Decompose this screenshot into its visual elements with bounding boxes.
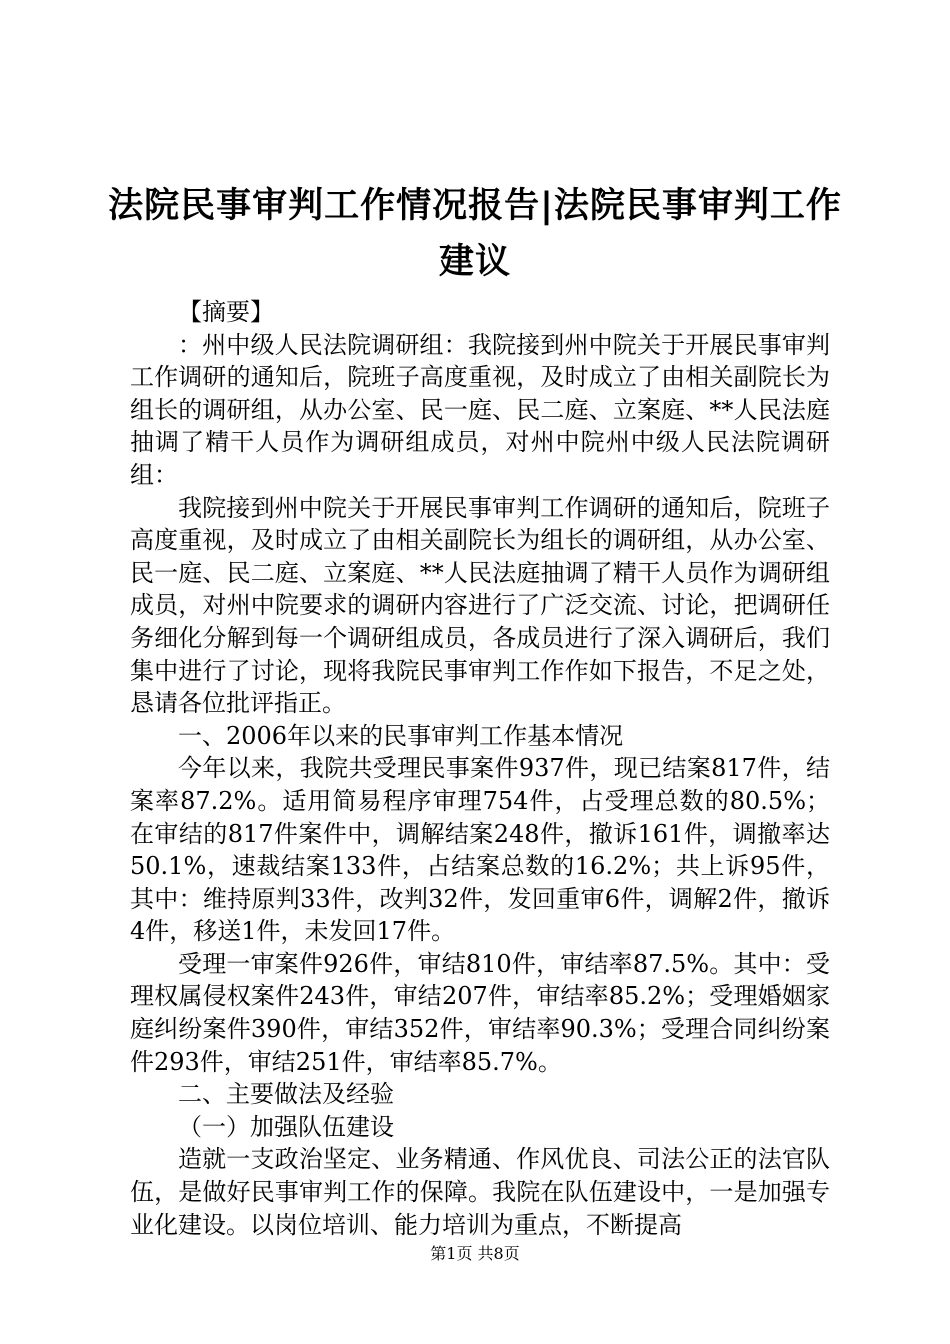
page-footer: 第1页 共8页 <box>430 1244 520 1263</box>
abstract-heading: 【摘要】 <box>178 298 274 326</box>
paragraph: 受理一审案件926件，审结810件，审结率87.5%。其中：受理权属侵权案件243件，审结207件，审结率85.2%；受理婚姻家庭纠纷案件390件，审结352件，审结率90.3%；受理合同纠纷案件293件，审结251件，审结率85.7%。 <box>130 949 830 1076</box>
paragraph: 造就一支政治坚定、业务精通、作风优良、司法公正的法官队伍，是做好民事审判工作的保障。我院在队伍建设中，一是加强专业化建设。以岗位培训、能力培训为重点，不断提高 <box>130 1145 830 1239</box>
section-heading: 一、2006年以来的民事审判工作基本情况 <box>178 721 624 750</box>
paragraph: ：州中级人民法院调研组：我院接到州中院关于开展民事审判工作调研的通知后，院班子高度重视，及时成立了由相关副院长为组长的调研组，从办公室、民一庭、民二庭、立案庭、**人民法庭抽调了精干人员作为调研组成员，对州中院州中级人民法院调研组： <box>130 330 830 489</box>
subsection-heading: （一）加强队伍建设 <box>178 1112 394 1141</box>
paragraph: 我院接到州中院关于开展民事审判工作调研的通知后，院班子高度重视，及时成立了由相关副院长为组长的调研组，从办公室、民一庭、民二庭、立案庭、**人民法庭抽调了精干人员作为调研组成员，对州中院要求的调研内容进行了广泛交流、讨论，把调研任务细化分解到每一个调研组成员，各成员进行了深入调研后，我们集中进行了讨论，现将我院民事审判工作作如下报告，不足之处，恳请各位批评指正。 <box>130 493 830 718</box>
section-heading: 二、主要做法及经验 <box>178 1080 394 1109</box>
document-title: 法院民事审判工作情况报告|法院民事审判工作建议 <box>108 186 842 282</box>
paragraph: 今年以来，我院共受理民事案件937件，现已结案817件，结案率87.2%。适用简易程序审理754件，占受理总数的80.5%；在审结的817件案件中，调解结案248件，撤诉161件，调撤率达50.1%，速裁结案133件，占结案总数的16.2%；共上诉95件，其中：维持原判33件，改判32件，发回重审6件，调解2件，撤诉4件，移送1件，未发回17件。 <box>130 754 830 946</box>
document-body <box>130 296 830 1241</box>
